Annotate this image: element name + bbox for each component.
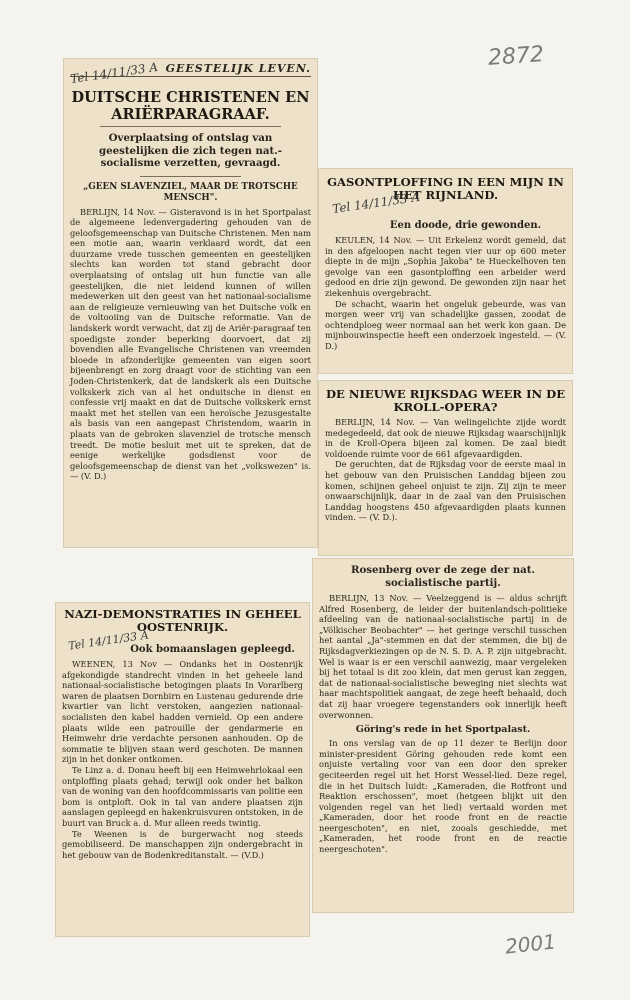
headline: Rosenberg over de zege der nat. socialistische partij.	[351, 564, 535, 589]
article-paragraph: Te Linz a. d. Donau heeft bij een Heimwehrlokaal een ontploffing plaats gehad; terwijl ook onder het balkon van de woning van den hoofdcommissaris van politie een bom is ontploft. Ook in tal van andere plaatsen zijn aanslagen gepleegd en hakenkruisvuren ontstoken, in de buurt van Bruck a. d. Mur alleen reeds twintig.	[62, 764, 303, 828]
article-paragraph: Te Weenen is de burgerwacht nog steeds gemobiliseerd. De manschappen zijn ondergebracht in het gebouw van de Bodenkreditanstalt. — (V.D.)	[62, 828, 303, 860]
section-label: GEESTELIJK LEVEN.	[70, 62, 311, 77]
article-paragraph: KEULEN, 14 Nov. — Uit Erkelenz wordt gemeld, dat in den afgeloopen nacht tegen vier uur op 600 meter diepte in de mijn „Sophia Jakoba" te Hueckelhoven ten gevolge van een gasontploffing een arbeider werd gedood en drie zijn gewond. De gewonden zijn naar het ziekenhuis overgebracht.	[325, 235, 566, 298]
article-paragraph: In ons verslag van de op 11 dezer te Berlijn door minister-president Göring gehouden rede komt een onjuiste vertaling voor van een door den spreker geciteerden regel uit het Horst Wessel-lied. Deze regel, die in het Duitsch luidt: „Kameraden, die Rotfront und Reaktion erschossen", moet (hetgeen blijkt uit den volgenden regel van het lied) vertaald worden met „Kameraden, door het roode front en de reactie neergeschoten", en niet, zooals geschiedde, met „Kameraden, het roode front en de reactie neergeschoten".	[319, 738, 567, 855]
headline: DE NIEUWE RIJKSDAG WEER IN DE KROLL-OPERA?	[325, 387, 566, 414]
article-paragraph: BERLIJN, 14 Nov. — Gisteravond is in het Sportpalast de algemeene ledenvergadering gehouden van de geloofsgemeenschap van Duitsche Christenen. Men nam een motie aan, waarin verklaard wordt, dat een duurzame vrede tusschen gemeenten en geestelijken slechts kan worden tot stand gebracht door overplaatsing of ontslag uit hun functie van alle geestelijken, die niet leidend kunnen of willen medewerken uit den geest van het nationaal-socialisme aan de religieuze vernieuwing van het Duitsche volk en de voltooiing van de Duitsche reformatie. Van de landskerk wordt verwacht, dat zij de Ariër-paragraaf ten spoedigste zonder beperking doorvoert, dat zij bovendien alle Evangelische Christenen van vreemden bloede in afzonderlijke gemeenten van eigen soort bijeenbrengt en zorg draagt voor de stichting van een Joden-Christenkerk, dat de landskerk als een Duitsche volkskerk zich van al het onduitsche in dienst en confessie vrij maakt en dat de Duitsche volkskerk ernst maakt met het stellen van een heroïsche Jezusgestalte als basis van een aangepast Christendom, waarin in plaats van de gebroken slavenziel de trotsche mensch treedt. De motie besluit met uit te spreken, dat de eenige werkelijke godsdienst voor de geloofsgemeenschap de dienst van het „volkswezen" is. — (V. D.)	[70, 206, 311, 482]
headline: DUITSCHE CHRISTENEN EN ARIËRPARAGRAAF.	[71, 89, 310, 123]
subtitle: Göring's rede in het Sportpalast.	[355, 724, 531, 736]
divider	[140, 176, 241, 177]
article-paragraph: BERLIJN, 14 Nov. — Van welingelichte zijde wordt medegedeeld, dat ook de nieuwe Rijksdag waarschijnlijk in de Kroll-Opera bijeen zal komen. De zaal biedt voldoende ruimte voor de 661 afgevaardigden.	[325, 417, 566, 459]
subhead: Een doode, drie gewonden.	[389, 220, 542, 231]
article-paragraph: BERLIJN, 13 Nov. — Veelzeggend is — aldus schrijft Alfred Rosenberg, de leider der buitenlandsch-politieke afdeeling van de nationaal-socialistische partij in de „Völkischer Beobachter" — het geringe verschil tusschen het aantal „Ja"-stemmen en dat der stemmen, die bij de Rijksdagverkiezingen op de N. S. D. A. P. zijn uitgebracht. Wel is waar is er een verschil aanwezig, maar vergeleken bij het totaal is dit zoo klein, dat men gerust kan zeggen, dat de nationaal-socialistische beweging niet slechts wat haar machtspolitiek aangaat, de zege heeft behaald, doch dat zij haar vroegere tegenstanders ook innerlijk heeft overwonnen.	[319, 593, 567, 720]
clipping-duitsche-christenen	[63, 58, 318, 548]
page-number-top: 2872	[487, 42, 545, 71]
clipping-nazi-demonstraties	[55, 602, 310, 937]
divider	[100, 126, 281, 127]
headline: NAZI-DEMONSTRATIES IN GEHEEL OOSTENRIJK.	[64, 607, 301, 634]
handwritten-date: Tel 14/11/33 A	[69, 59, 159, 87]
article-paragraph: WEENEN, 13 Nov — Ondanks het in Oostenrijk afgekondigde standrecht vinden in het geheele land nationaal-socialistische betogingen plaats In Vorarlberg waren de plaatsen Dornbirn en Lustenau gedurende drie kwartier van licht verstoken, aangezien nationaal-socialisten den kabel hadden vernield. Op een andere plaats wilde een patrouille der gendarmerie en Heimwehr drie verdachte personen aanhouden. Op de sommatie te blijven staan werd geschoten. De mannen zijn in het donker ontkomen.	[62, 659, 303, 765]
headline: GASONTPLOFFING IN EEN MIJN IN HET RIJNLAND.	[327, 175, 564, 202]
article-paragraph: De geruchten, dat de Rijksdag voor de eerste maal in het gebouw van den Pruisischen Landdag bijeen zou komen, schijnen geheel onjuist te zijn. Zij zijn te meer onwaarschijnlijk, daar in de zaal van den Pruisischen Landdag hoogstens 450 afgevaardigden plaats kunnen vinden. — (V. D.).	[325, 459, 566, 523]
handwritten-date: Tel 14/11/33 A	[67, 628, 150, 653]
page-number-bottom: 2001	[503, 929, 558, 959]
article-paragraph: De schacht, waarin het ongeluk gebeurde, was van morgen weer vrij van schadelijke gassen, zoodat de ochtendploeg weer normaal aan het werk kon gaan. De mijnbouwinspectie heeft een onderzoek ingesteld. — (V. D.)	[325, 298, 566, 351]
subhead: Ook bomaanslagen gepleegd.	[130, 644, 295, 655]
quote-title: „GEEN SLAVENZIEL, MAAR DE TROTSCHE MENSCH".	[83, 181, 298, 203]
clipping-rosenberg	[312, 558, 574, 913]
subhead: Overplaatsing of ontslag van geestelijken die zich tegen nat.-socialisme verzetten, gevraagd.	[99, 132, 282, 169]
clipping-gasontploffing	[318, 168, 573, 374]
clipping-rijksdag-kroll-opera	[318, 380, 573, 556]
handwritten-date: Tel 14/11/33 A	[331, 189, 421, 217]
